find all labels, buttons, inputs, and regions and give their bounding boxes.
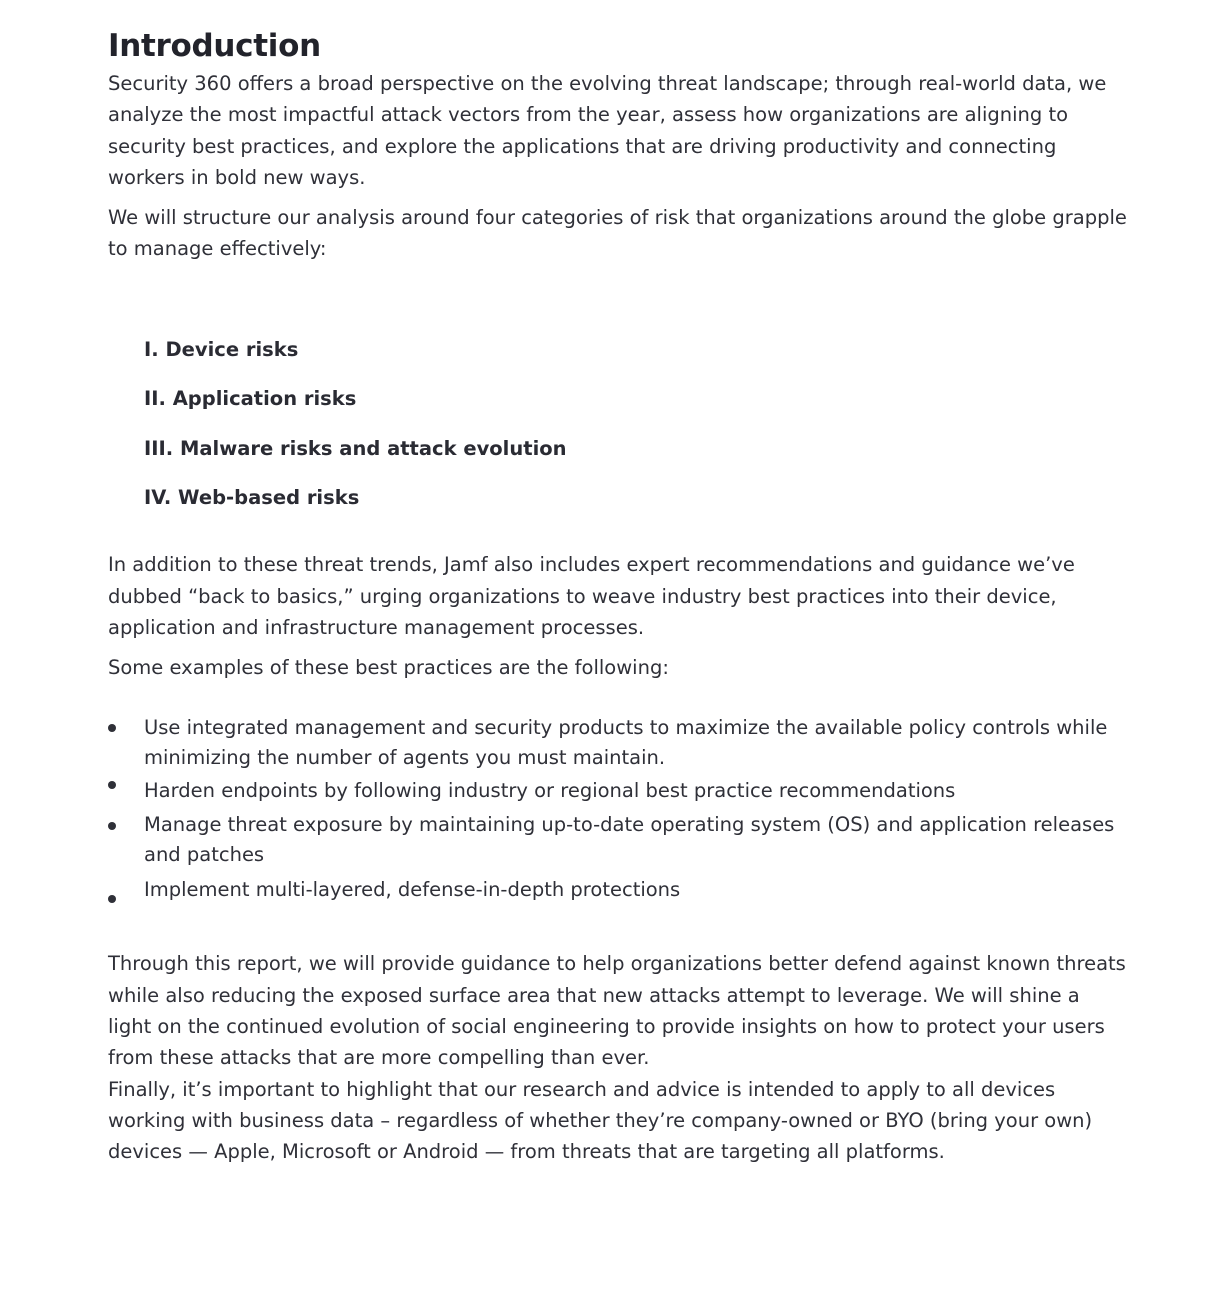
list-item (108, 810, 1128, 870)
list-item-text: Use integrated management and security products to maximize the available policy controls while minimizing the number of agents you must maintain. (144, 716, 1108, 770)
risk-categories-intro: We will structure our analysis around four categories of risk that organizations around the globe grapple to manage effectively: (108, 206, 1127, 261)
examples-intro: Some examples of these best practices are the following: (108, 656, 669, 680)
list-item-text: Harden endpoints by following industry or regional best practice recommendations (144, 779, 956, 803)
risk-category-malware: III. Malware risks and attack evolution (144, 436, 567, 460)
guidance-paragraph: Through this report, we will provide guidance to help organizations better defend against known threats while also reducing the exposed surface area that new attacks attempt to leverage. We will shine a light on the continued evolution of social engineering to provide insights on how to protect your users from these attacks that are more compelling than ever. (108, 952, 1126, 1070)
list-item-text: Manage threat exposure by maintaining up-to-date operating system (OS) and application releases and patches (144, 813, 1115, 867)
intro-paragraph: Security 360 offers a broad perspective on the evolving threat landscape; through real-world data, we analyze the most impactful attack vectors from the year, assess how organizations are aligning to security best practices, and explore the applications that are driving productivity and connecting workers in bold new ways. (108, 72, 1107, 189)
list-item (108, 875, 1128, 905)
bullet-icon (108, 724, 116, 732)
list-item-text: Implement multi-layered, defense-in-depth protections (144, 878, 681, 902)
bullet-icon (108, 822, 116, 830)
page-title: Introduction (108, 28, 321, 64)
platforms-paragraph: Finally, it’s important to highlight that our research and advice is intended to apply to all devices working with business data – regardless of whether they’re company-owned or BYO (bring your own) devices — Apple, Microsoft or Android — from threats that are targeting all platforms. (108, 1077, 1093, 1164)
document-page (108, 28, 1128, 1168)
risk-categories-list (144, 337, 1128, 512)
risk-category-application: II. Application risks (144, 387, 357, 411)
best-practices-list (108, 713, 1128, 905)
bullet-icon (108, 895, 116, 903)
risk-category-web: IV. Web-based risks (144, 486, 360, 510)
list-item (108, 713, 1128, 773)
risk-category-device: I. Device risks (144, 337, 299, 361)
bullet-icon (108, 781, 116, 789)
list-item (108, 776, 1128, 806)
back-to-basics-paragraph: In addition to these threat trends, Jamf also includes expert recommendations and guidance we’ve dubbed “back to basics,” urging organizations to weave industry best practices into their device, application and infrastructure management processes. (108, 553, 1075, 639)
